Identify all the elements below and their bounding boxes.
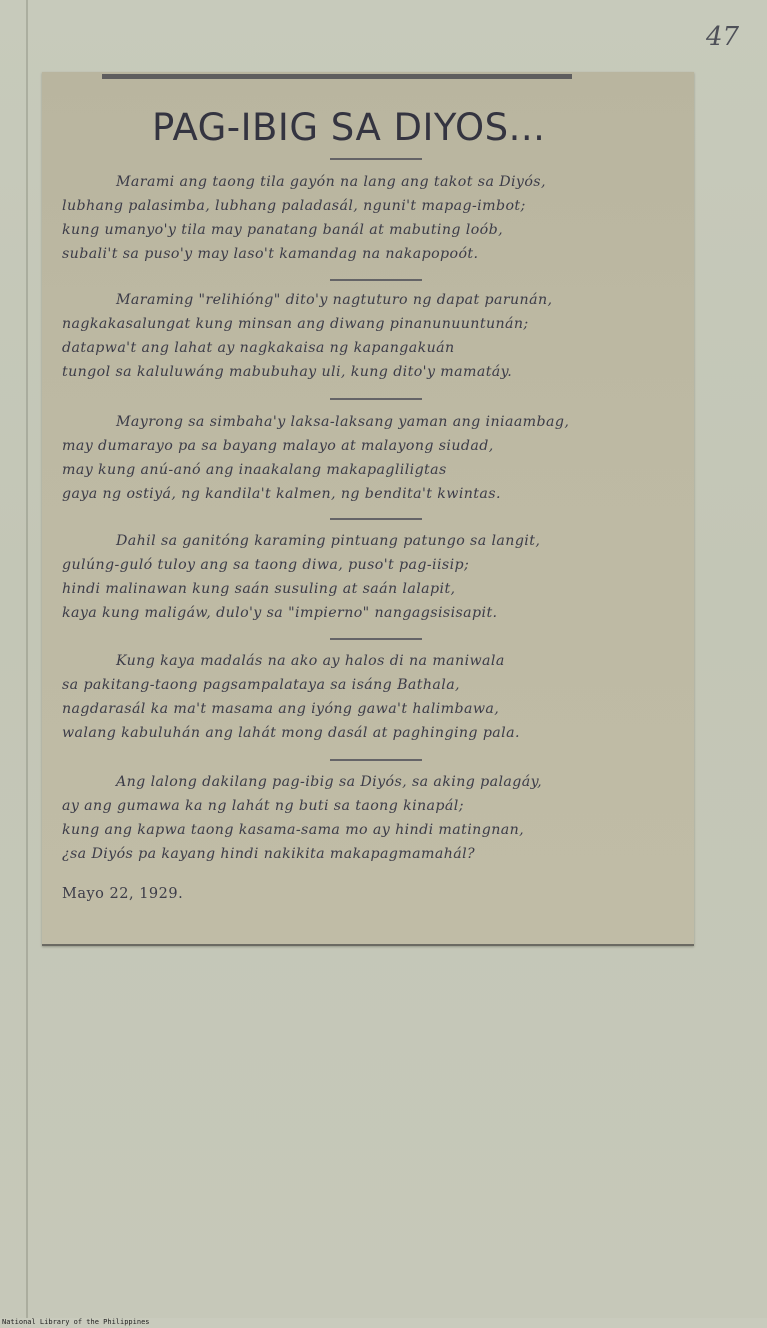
- stanza-line: nagdarasál ka ma't masama ang iyóng gawa't halimbawa,: [62, 701, 500, 717]
- stanza-line: hindi malinawan kung saán susuling at saán lalapit,: [62, 581, 456, 597]
- stanza-line: may kung anú-anó ang inaakalang makapagliligtas: [62, 462, 447, 478]
- stanza-line: Marami ang taong tila gayón na lang ang takot sa Diyós,: [116, 174, 546, 190]
- stanza-line: may dumarayo pa sa bayang malayo at malayong siudad,: [62, 438, 494, 454]
- stanza-3: [62, 410, 692, 506]
- stanza-6: [62, 770, 692, 866]
- dateline: Mayo 22, 1929.: [62, 886, 184, 902]
- footer-credit: National Library of the Philippines: [2, 1318, 150, 1326]
- stanza-line: ¿sa Diyós pa kayang hindi nakikita makapagmamahál?: [62, 846, 476, 862]
- stanza-line: lubhang palasimba, lubhang paladasál, nguni't mapag-imbot;: [62, 198, 526, 214]
- stanza-line: nagkakasalungat kung minsan ang diwang pinanunuuntunán;: [62, 316, 529, 332]
- stanza-line: gaya ng ostiyá, ng kandila't kalmen, ng bendita't kwintas.: [62, 486, 501, 502]
- stanza-2: [62, 288, 692, 384]
- stanza-divider: [330, 279, 422, 281]
- stanza-line: Mayrong sa simbaha'y laksa-laksang yaman ang iniaambag,: [116, 414, 570, 430]
- stanza-line: kung umanyo'y tila may panatang banál at mabuting loób,: [62, 222, 504, 238]
- stanza-divider: [330, 158, 422, 160]
- stanza-4: [62, 529, 692, 625]
- stanza-line: gulúng-guló tuloy ang sa taong diwa, puso't pag-iisip;: [62, 557, 470, 573]
- page-fold-line: [26, 0, 28, 1318]
- stanza-line: sa pakitang-taong pagsampalataya sa isáng Bathala,: [62, 677, 460, 693]
- stanza-line: datapwa't ang lahat ay nagkakaisa ng kapangakuán: [62, 340, 455, 356]
- stanza-line: kaya kung maligáw, dulo'y sa "impierno" nangagsisisapit.: [62, 605, 498, 621]
- page-number: 47: [706, 22, 740, 52]
- stanza-line: Kung kaya madalás na ako ay halos di na maniwala: [116, 653, 505, 669]
- poem-title: PAG-IBIG SA DIYOS...: [152, 106, 546, 149]
- clipping-top-rule: [102, 74, 572, 79]
- stanza-1: [62, 170, 692, 266]
- newspaper-clipping: [42, 72, 694, 946]
- stanza-line: ay ang gumawa ka ng lahát ng buti sa taong kinapál;: [62, 798, 464, 814]
- stanza-5: [62, 649, 692, 745]
- stanza-line: Ang lalong dakilang pag-ibig sa Diyós, sa aking palagáy,: [116, 774, 543, 790]
- stanza-line: tungol sa kaluluwáng mabubuhay uli, kung dito'y mamatáy.: [62, 364, 513, 380]
- stanza-divider: [330, 398, 422, 400]
- stanza-line: kung ang kapwa taong kasama-sama mo ay hindi matingnan,: [62, 822, 525, 838]
- stanza-line: Maraming "relihióng" dito'y nagtuturo ng dapat parunán,: [116, 292, 553, 308]
- stanza-divider: [330, 638, 422, 640]
- stanza-divider: [330, 759, 422, 761]
- stanza-line: Dahil sa ganitóng karaming pintuang patungo sa langit,: [116, 533, 541, 549]
- stanza-divider: [330, 518, 422, 520]
- stanza-line: subali't sa puso'y may laso't kamandag na nakapopoót.: [62, 246, 479, 262]
- stanza-line: walang kabuluhán ang lahát mong dasál at paghinging pala.: [62, 725, 520, 741]
